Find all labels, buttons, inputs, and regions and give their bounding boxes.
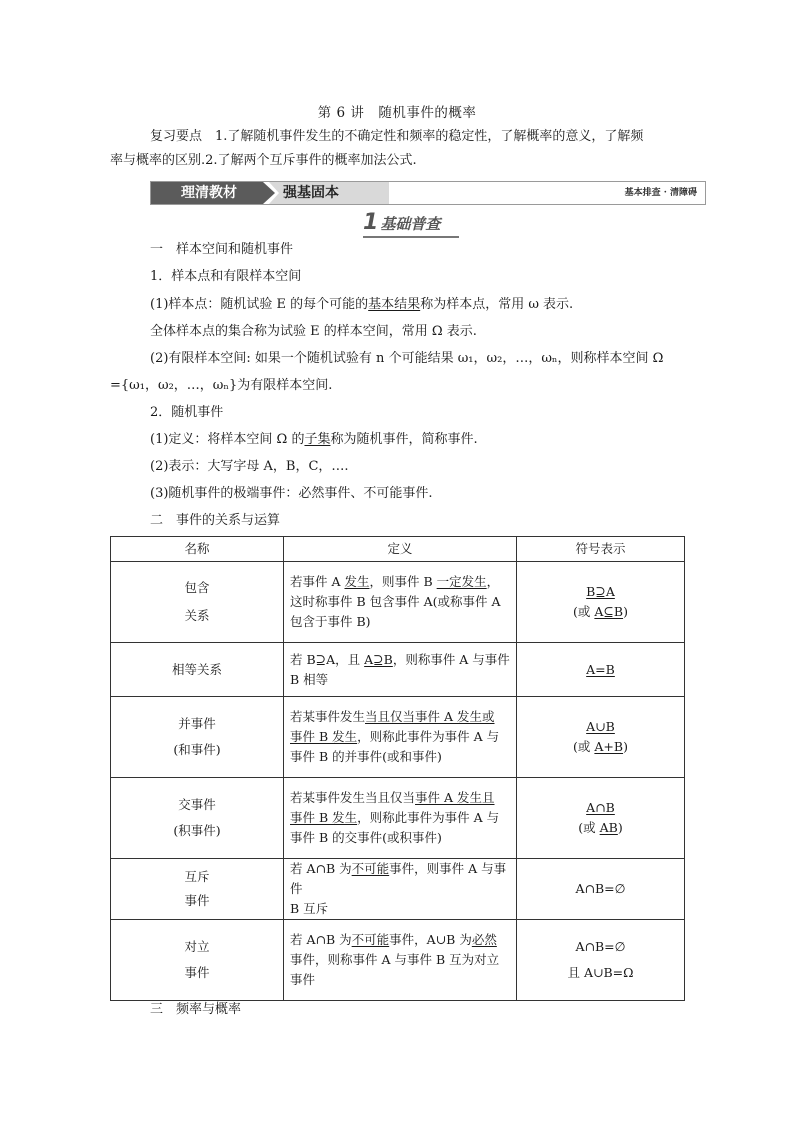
cell-name (111, 697, 284, 778)
text: 事件 B 的交事件(或积事件) (290, 830, 442, 845)
underlined-symbol: A∩B (586, 800, 615, 815)
text: 事件，则称事件 A 与事件 B 互为对立 (290, 952, 500, 967)
cell-definition (284, 778, 517, 859)
cell-name (111, 562, 284, 643)
text: 事件 B 的并事件(或和事件) (290, 749, 442, 764)
text: A∩B=∅ (575, 939, 626, 954)
underlined-term: 事件 A 发生且 (415, 790, 495, 805)
text: B 互斥 (290, 901, 329, 916)
review-line-1: 复习要点 1.了解随机事件发生的不确定性和频率的稳定性，了解概率的意义，了解频 (150, 129, 644, 144)
underlined-term: A⊇B (364, 651, 393, 667)
text: B 相等 (290, 671, 329, 687)
text: (或 (578, 820, 600, 835)
underlined-term: 一定发生 (436, 574, 487, 589)
text: ) (623, 604, 628, 619)
text: (或 (573, 739, 595, 754)
cell-name (111, 920, 284, 1001)
text: 称为样本点，常用 ω 表示. (420, 297, 574, 312)
review-line-2: 率与概率的区别.2.了解两个互斥事件的概率加法公式. (110, 153, 417, 168)
underlined-term: 不可能 (351, 932, 390, 947)
cell-definition (284, 562, 517, 643)
underlined-symbol: A+B (594, 739, 624, 754)
text: 若某事件发生 (290, 709, 366, 724)
table-row (111, 859, 685, 920)
text: 称为随机事件，简称事件. (330, 432, 478, 447)
text: ， (486, 574, 500, 589)
table-row (111, 778, 685, 859)
underlined-term: 必然 (471, 932, 497, 947)
text: 对立 (184, 939, 210, 954)
paragraph-finite-space-1: (2)有限样本空间: 如果一个随机试验有 n 个可能结果 ω₁，ω₂，…，ωₙ，则称样本空间 Ω (150, 351, 664, 366)
underlined-term: 事件 B 发生 (290, 810, 358, 825)
cell-name (111, 859, 284, 920)
text: (积事件) (173, 823, 221, 838)
text: 这时称事件 B 包含事件 A(或称事件 A (290, 594, 501, 609)
table-row (111, 920, 685, 1001)
cell-symbol (517, 778, 685, 859)
text: (或 (573, 604, 595, 619)
underlined-symbol: AB (599, 820, 618, 835)
table-row (111, 562, 685, 643)
underlined-term: 不可能 (351, 861, 390, 876)
text: ，则称事件 A 与事件 (392, 651, 510, 667)
banner-left-label: 理清教材 (151, 182, 263, 204)
text: 若 A∩B 为 (290, 932, 352, 947)
paragraph-sample-point (150, 295, 573, 315)
cell-symbol (517, 643, 685, 697)
table-row (111, 697, 685, 778)
section-label: 基础普查 (380, 215, 441, 233)
text: 并事件 (178, 716, 216, 731)
text: 包含 (184, 580, 210, 595)
heading-sample-space: 一 样本空间和随机事件 (150, 242, 294, 257)
column-header: 符号表示 (517, 537, 685, 562)
text: (1)样本点：随机试验 E 的每个可能的 (150, 297, 369, 312)
cell-definition (284, 643, 517, 697)
text: 事件，则事件 A 与事件 (290, 861, 507, 896)
section-banner (150, 181, 706, 205)
heading-frequency-probability: 三 频率与概率 (150, 1002, 242, 1017)
paragraph-definition (150, 430, 478, 450)
subheading-sample-points: 1．样本点和有限样本空间 (150, 269, 302, 284)
column-header: 定义 (284, 537, 517, 562)
section-heading (363, 210, 459, 238)
event-relations-table (110, 536, 685, 1001)
cell-name: 相等关系 (111, 643, 284, 697)
underlined-term: 子集 (304, 432, 331, 447)
underlined-term: 基本结果 (368, 297, 421, 312)
cell-definition (284, 920, 517, 1001)
text: 事件 (184, 965, 210, 980)
text: ) (623, 739, 628, 754)
cell-definition (284, 859, 517, 920)
paragraph-extreme-events: (3)随机事件的极端事件：必然事件、不可能事件. (150, 486, 433, 501)
cell-symbol (517, 920, 685, 1001)
cell-definition (284, 697, 517, 778)
cell-name (111, 778, 284, 859)
underlined-symbol: A⊆B (594, 604, 624, 619)
text: 若某事件发生当且仅当 (290, 790, 416, 805)
page-title: 第 6 讲 随机事件的概率 (317, 105, 477, 121)
text: 事件 (290, 972, 316, 987)
paragraph-notation: (2)表示：大写字母 A，B，C，…. (150, 459, 349, 474)
paragraph-finite-space-2: ={ω₁，ω₂，…，ωₙ}为有限样本空间. (110, 378, 333, 393)
column-header: 名称 (111, 537, 284, 562)
text: (1)定义：将样本空间 Ω 的 (150, 432, 305, 447)
text: 交事件 (178, 797, 216, 812)
text: (和事件) (173, 742, 221, 757)
text: ，则称此事件为事件 A 与 (357, 810, 500, 825)
underlined-term: 发生 (344, 574, 370, 589)
text: ) (617, 820, 623, 835)
section-number: 1 (363, 210, 379, 235)
underlined-symbol: B⊇A (586, 584, 615, 599)
text: 事件，A∪B 为 (389, 932, 472, 947)
subheading-random-event: 2．随机事件 (150, 405, 224, 420)
text: 包含于事件 B) (290, 614, 371, 629)
cell-symbol: A∩B=∅ (517, 859, 685, 920)
banner-right-label: 基本排查 · 清障碍 (624, 188, 697, 198)
underlined-symbol: A∪B (586, 719, 615, 734)
table-row (111, 643, 685, 697)
text: 且 A∪B=Ω (567, 965, 634, 980)
paragraph-sample-space: 全体样本点的集合称为试验 E 的样本空间，常用 Ω 表示. (150, 324, 477, 339)
cell-symbol (517, 697, 685, 778)
heading-event-relations: 二 事件的关系与运算 (150, 513, 281, 528)
text: 事件 (184, 893, 210, 908)
text: 互斥 (184, 869, 210, 884)
text: 关系 (184, 608, 210, 623)
text: ，则事件 B (369, 574, 437, 589)
text: 若事件 A (290, 574, 345, 589)
table-header-row (111, 537, 685, 562)
underlined-term: 当且仅当事件 A 发生或 (365, 709, 495, 724)
underlined-term: 事件 B 发生 (290, 729, 358, 744)
text: 若 A∩B 为 (290, 861, 352, 876)
banner-middle-label: 强基固本 (283, 185, 339, 201)
text: 若 B⊇A，且 (290, 651, 365, 667)
text: ，则称此事件为事件 A 与 (357, 729, 500, 744)
cell-symbol (517, 562, 685, 643)
underlined-symbol: A=B (586, 661, 615, 677)
